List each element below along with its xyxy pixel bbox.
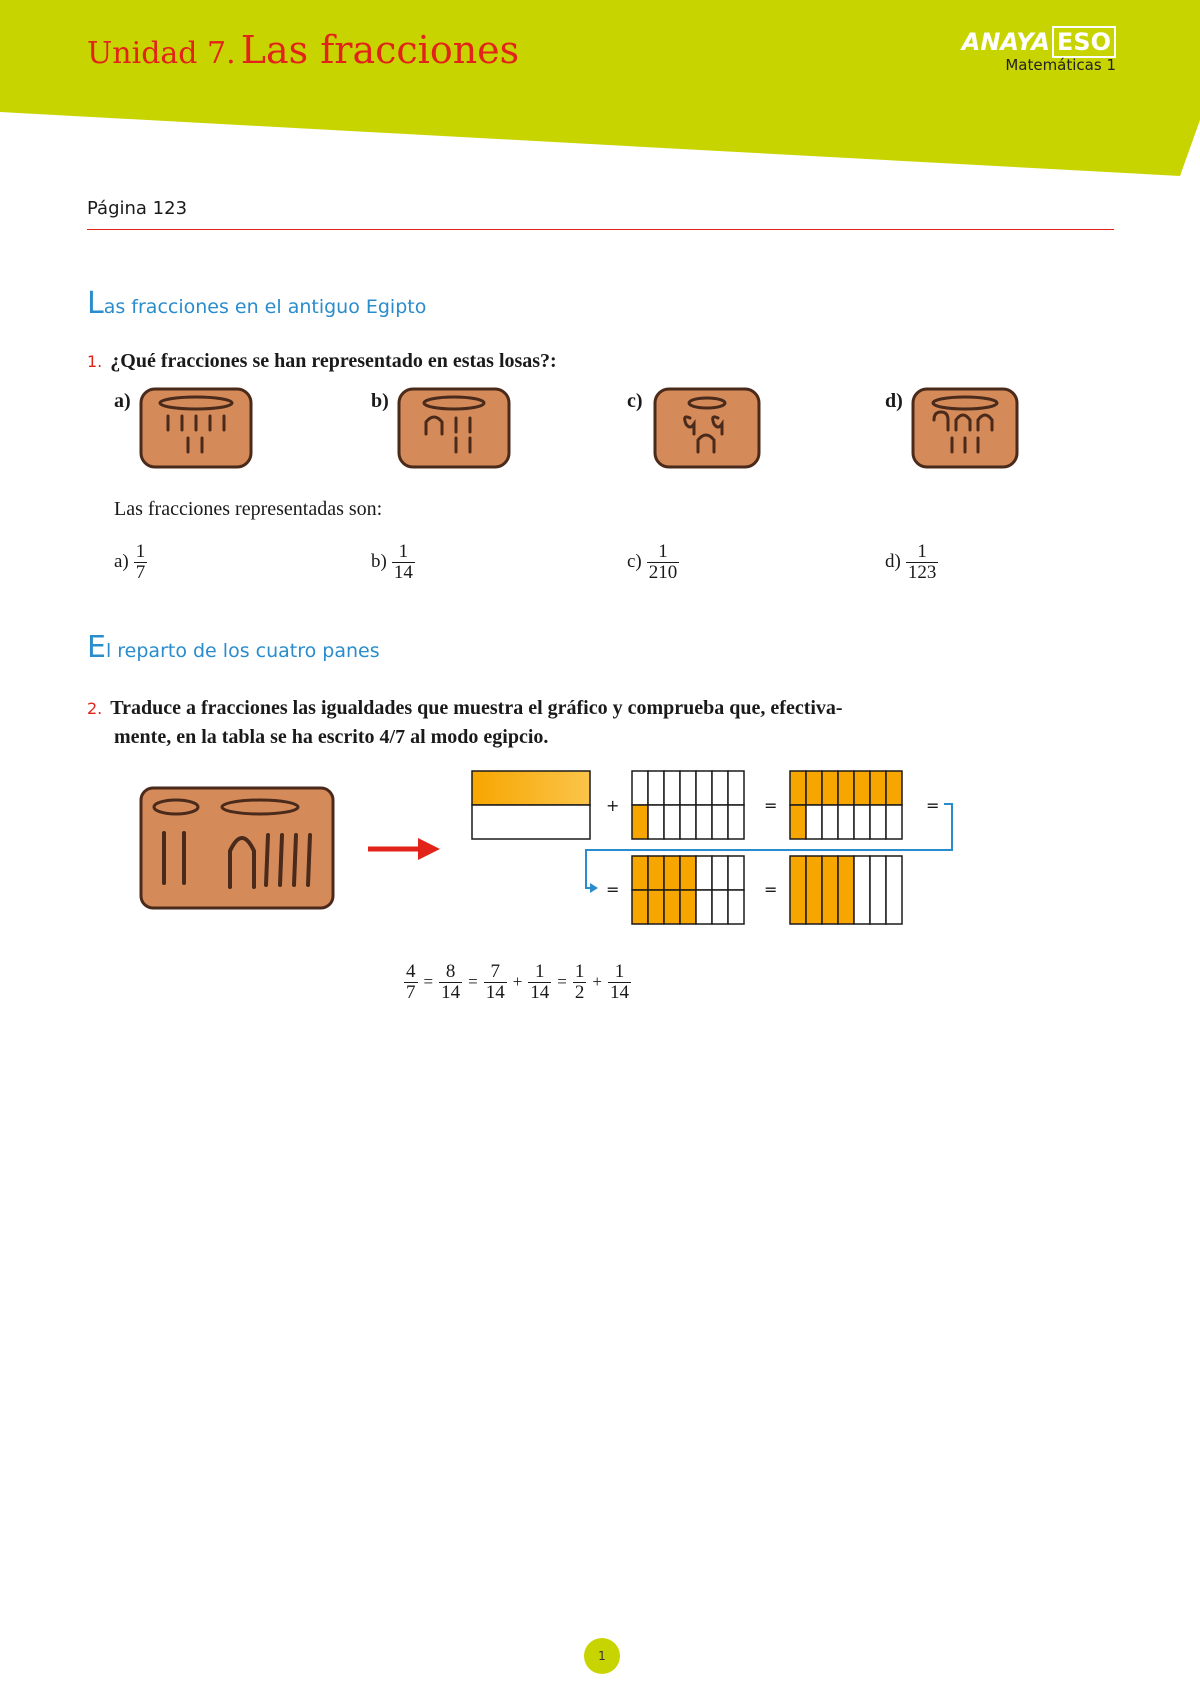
unit-title <box>87 28 519 72</box>
equals-sign: = <box>764 880 778 899</box>
bar-cell <box>696 805 712 839</box>
operator: = <box>423 972 434 992</box>
egyptian-tablet-icon <box>396 386 512 470</box>
bar-cell <box>806 771 822 805</box>
answer-b: b) $\frac{1}{14}$ <box>371 541 413 583</box>
egyptian-tablet-icon <box>138 386 254 470</box>
bar-cell <box>648 805 664 839</box>
bar-cell <box>696 771 712 805</box>
bar-cell <box>822 805 838 839</box>
bar-cell <box>886 856 902 924</box>
tablet-label-d: d) <box>885 390 903 412</box>
bar-1-of-14 <box>632 771 744 839</box>
bar-cell <box>632 890 648 924</box>
tablet-label-a: a) <box>114 390 131 412</box>
bar-cell <box>728 890 744 924</box>
bar-cell <box>838 805 854 839</box>
bar-cell <box>680 856 696 890</box>
egyptian-tablet-icon <box>910 386 1020 470</box>
fraction: $\frac{1}{14}$ <box>530 961 550 1003</box>
bar-cell <box>664 771 680 805</box>
equals-sign: = <box>606 880 620 899</box>
tablet-label-c: c) <box>627 390 643 412</box>
bar-cell <box>854 771 870 805</box>
bar-cell <box>712 805 728 839</box>
bar-cell <box>712 771 728 805</box>
book-title: Matemáticas 1 <box>1005 56 1116 74</box>
bar-cell <box>790 771 806 805</box>
unit-label: Unidad 7. <box>87 36 236 71</box>
page-number: 1 <box>584 1638 620 1674</box>
red-arrow-icon <box>366 836 442 862</box>
bar-cell <box>712 890 728 924</box>
bar-cell <box>870 771 886 805</box>
bar-cell <box>790 805 806 839</box>
bar-cell <box>728 771 744 805</box>
operator: + <box>592 972 602 992</box>
answer-intro: Las fracciones representadas son: <box>114 498 383 520</box>
answer-c: c) $\frac{1}{210}$ <box>627 541 678 583</box>
section-title-bread: El reparto de los cuatro panes <box>87 630 380 665</box>
bar-cell <box>886 771 902 805</box>
bar-cell <box>664 856 680 890</box>
equation <box>404 962 631 1003</box>
fraction-diagram <box>470 768 970 928</box>
bar-cell <box>696 890 712 924</box>
question-1: 1. ¿Qué fracciones se han representado en estas losas?: <box>87 350 557 372</box>
bar-cell <box>680 771 696 805</box>
fraction: $\frac{8}{14}$ <box>441 961 461 1003</box>
operator: = <box>468 972 478 992</box>
bar-cell <box>696 856 712 890</box>
plus-sign: + <box>606 796 620 815</box>
equals-sign: = <box>926 796 940 815</box>
bar-cell <box>806 856 822 924</box>
bar-cell <box>838 856 854 924</box>
question-2: 2. Traduce a fracciones las igualdades que muestra el gráfico y comprueba que, efectiva- mente, en la tabla se ha escrito 4/7 al modo egipcio. <box>87 697 843 748</box>
bar-cell <box>854 856 870 924</box>
bar-cell <box>854 805 870 839</box>
egyptian-tablet-icon <box>652 386 762 470</box>
bar-cell <box>728 856 744 890</box>
fraction: $\frac{4}{7}$ <box>406 961 416 1003</box>
section-title-egypt: Las fracciones en el antiguo Egipto <box>87 286 427 321</box>
divider <box>87 229 1114 230</box>
publisher-logo: ANAYA ESO <box>962 28 1116 56</box>
bar-cell <box>822 771 838 805</box>
equals-sign: = <box>764 796 778 815</box>
fraction: $\frac{7}{14}$ <box>485 961 505 1003</box>
bar-cell <box>632 805 648 839</box>
bar-cell <box>712 856 728 890</box>
bar-cell <box>648 890 664 924</box>
operator: + <box>512 972 523 992</box>
fraction: $\frac{1}{2}$ <box>574 961 585 1003</box>
bar-cell <box>870 856 886 924</box>
bar-4-of-7 <box>790 856 902 924</box>
answer-d: d) $\frac{1}{123}$ <box>885 541 937 583</box>
bar-cell <box>728 805 744 839</box>
bar-cell <box>648 771 664 805</box>
page-label: Página 123 <box>87 198 188 219</box>
bar-cell <box>822 856 838 924</box>
bar-8-of-14-vertical <box>632 856 744 924</box>
bar-cell <box>886 805 902 839</box>
bar-cell <box>648 856 664 890</box>
tablet-label-b: b) <box>371 390 389 412</box>
bar-cell <box>680 805 696 839</box>
bar-cell <box>806 805 822 839</box>
bar-cell <box>664 890 680 924</box>
bar-cell <box>870 805 886 839</box>
operator: = <box>557 972 567 992</box>
bar-cell <box>632 856 648 890</box>
egyptian-tablet-icon <box>138 785 336 911</box>
bar-cell <box>632 771 648 805</box>
bar-cell <box>838 771 854 805</box>
bar-8-of-14 <box>790 771 902 839</box>
unit-name: Las fracciones <box>240 28 520 72</box>
fraction: $\frac{1}{14}$ <box>609 961 629 1003</box>
header-banner <box>0 0 1200 180</box>
bar-cell <box>680 890 696 924</box>
bar-cell <box>790 856 806 924</box>
bar-cell <box>664 805 680 839</box>
answer-a: a) $\frac{1}{7}$ <box>114 541 146 583</box>
half-bar <box>472 771 590 839</box>
